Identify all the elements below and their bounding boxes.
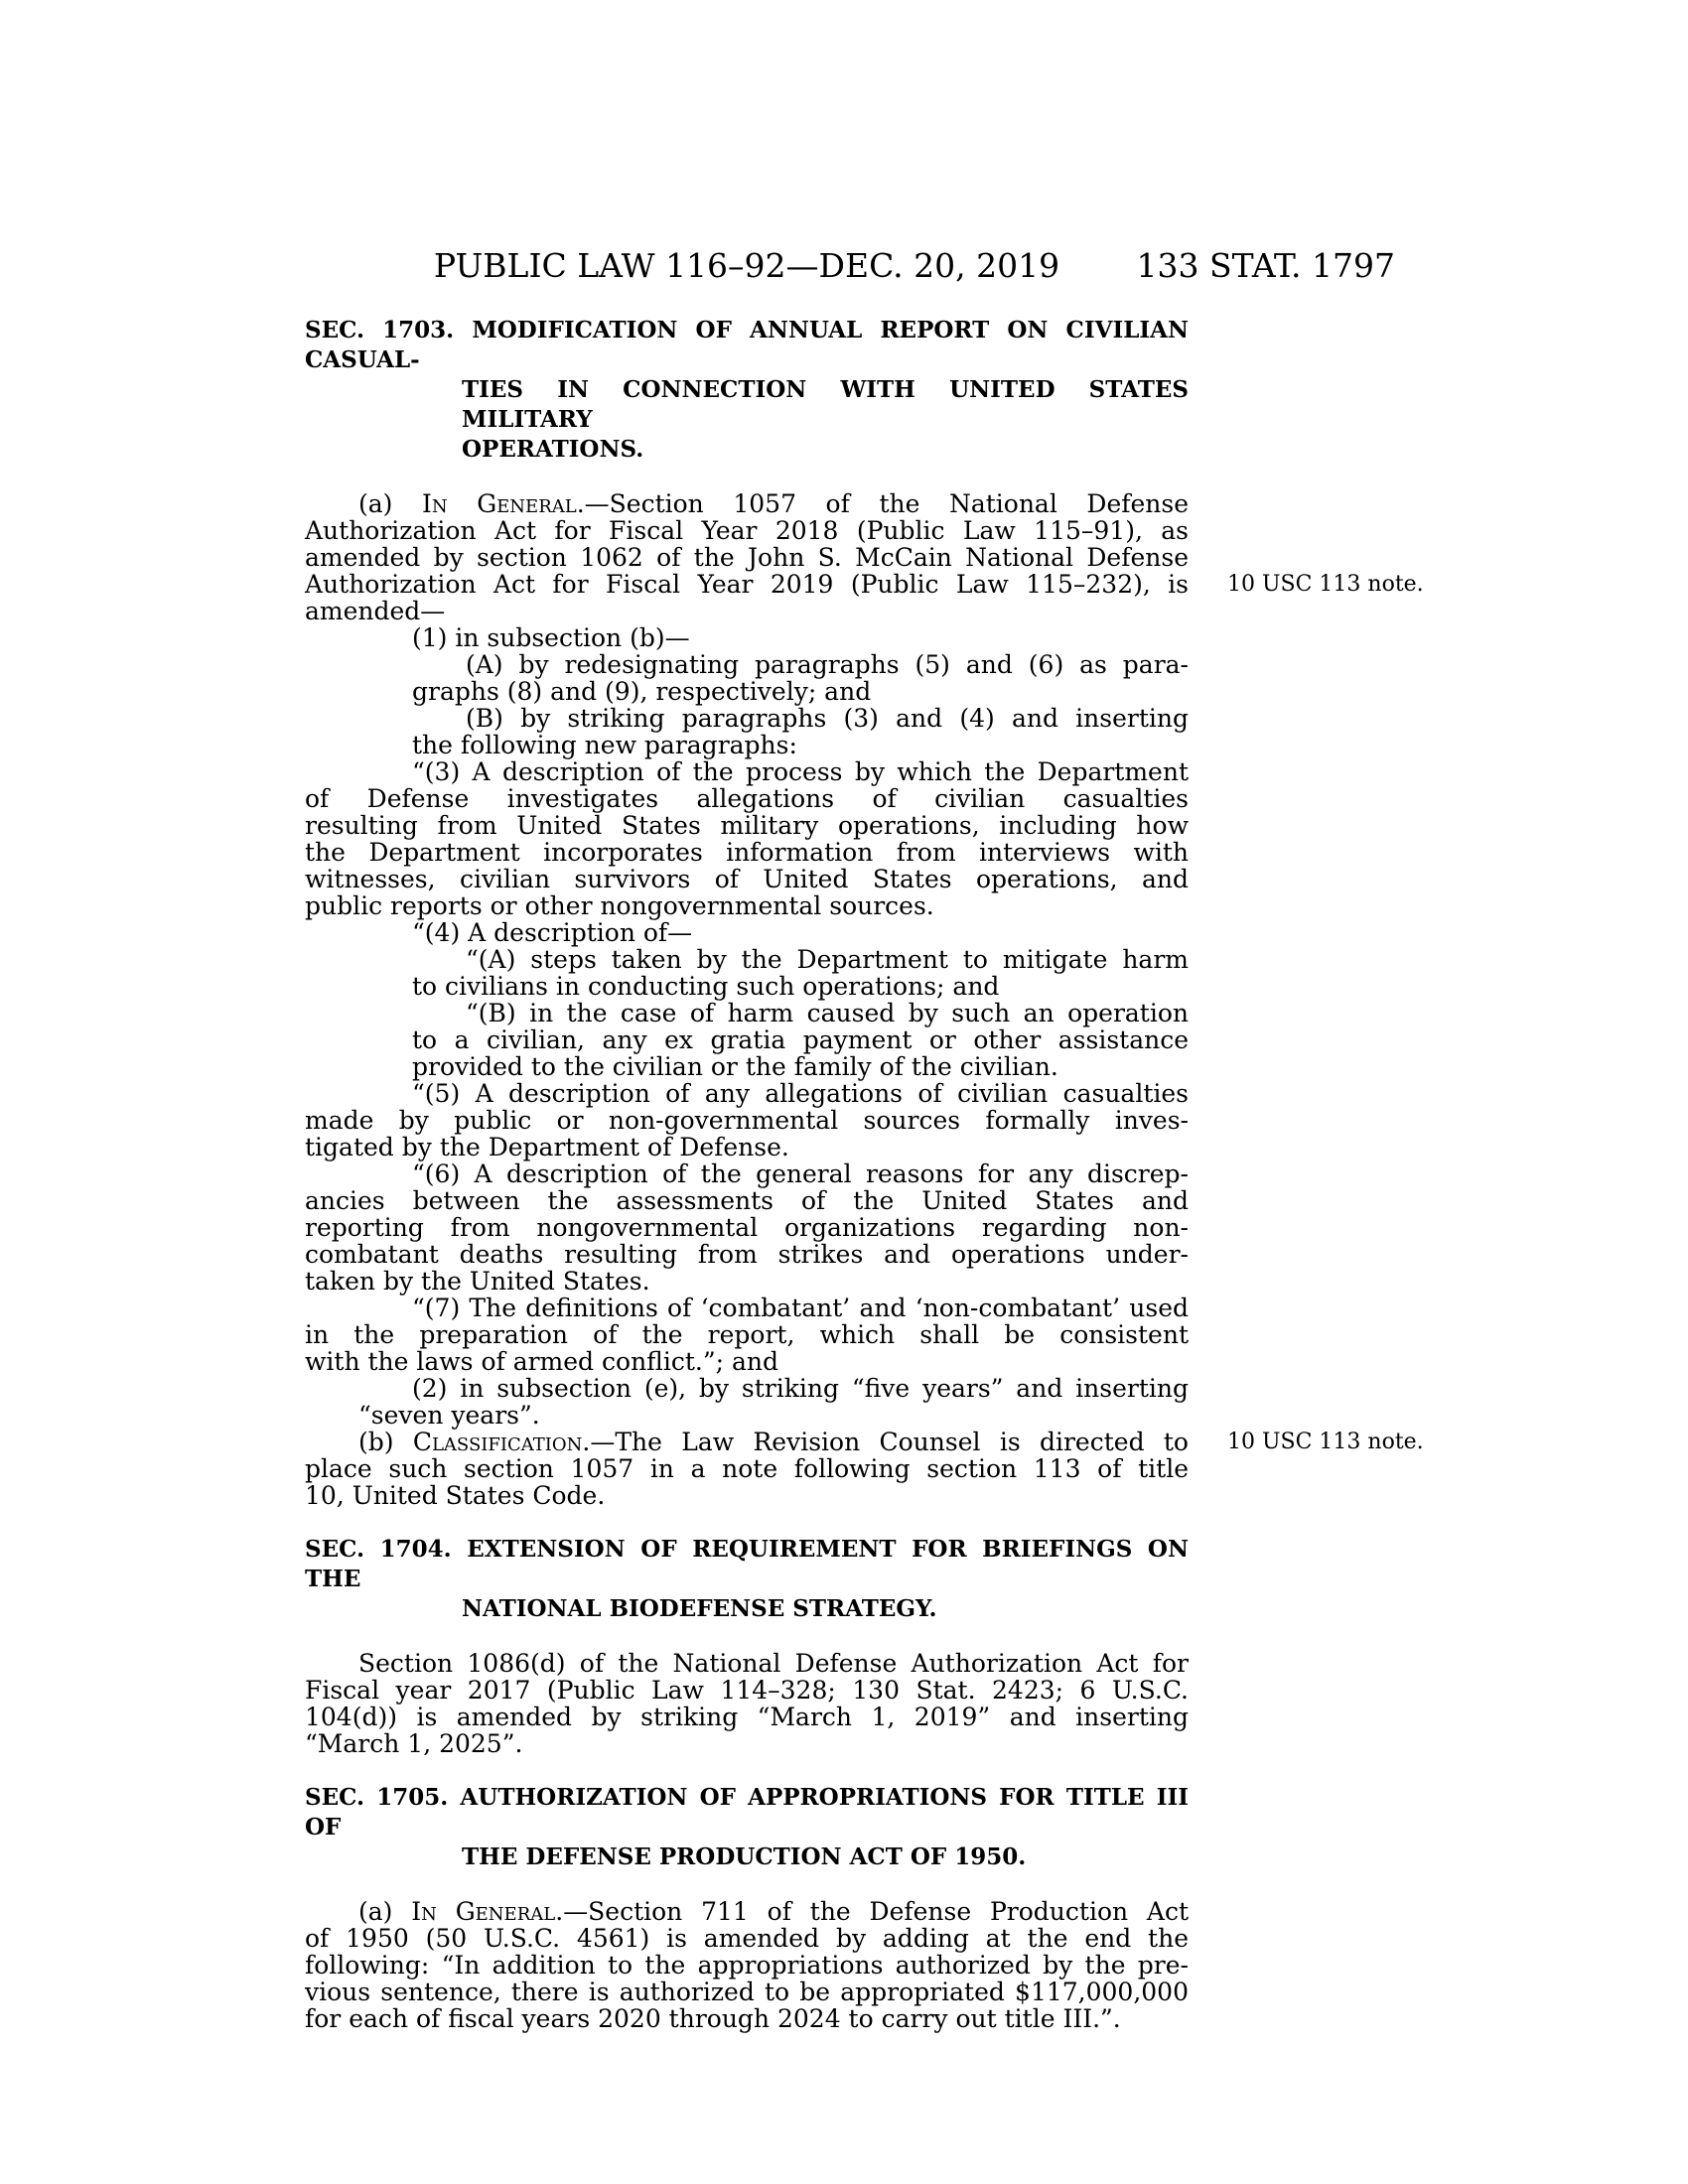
text-line: Fiscal year 2017 (Public Law 114–328; 130 Stat. 2423; 6 U.S.C. bbox=[305, 1676, 1189, 1705]
page-header-stat-number: 133 STAT. 1797 bbox=[1136, 246, 1395, 285]
text-line: Authorization Act for Fiscal Year 2018 (Public Law 115–91), as bbox=[305, 516, 1189, 545]
small-caps-term: In General bbox=[411, 1897, 556, 1926]
section-heading bbox=[305, 316, 1189, 465]
text-line: amended by section 1062 of the John S. McCain National Defense bbox=[305, 543, 1189, 572]
text-line: “seven years”. bbox=[358, 1401, 540, 1430]
text-segment: (b) bbox=[358, 1428, 413, 1456]
text-line: Section 1086(d) of the National Defense Authorization Act for bbox=[358, 1649, 1189, 1678]
paragraph bbox=[305, 1375, 1189, 1429]
text-line bbox=[305, 1428, 1424, 1456]
section-heading bbox=[305, 1535, 1189, 1624]
text-line: Authorization Act for Fiscal Year 2019 (Public Law 115–232), is 10 USC 113 note. bbox=[305, 571, 1189, 598]
text-line: taken by the United States. bbox=[305, 1267, 650, 1296]
text-segment: .—Section 711 of the Defense Production Act bbox=[555, 1897, 1190, 1926]
text-line: “March 1, 2025”. bbox=[305, 1729, 523, 1758]
text-line: “(5) A description of any allegations of civilian casualties bbox=[412, 1079, 1189, 1108]
text-line: (B) by striking paragraphs (3) and (4) and inserting bbox=[466, 704, 1189, 733]
text-line: witnesses, civilian survivors of United States operations, and bbox=[305, 865, 1189, 893]
section-heading-line: THE DEFENSE PRODUCTION ACT OF 1950. bbox=[462, 1843, 1027, 1870]
text-line: resulting from United States military operations, including how bbox=[305, 811, 1189, 840]
text-line: vious sentence, there is authorized to be appropriated $117,000,000 bbox=[305, 1978, 1189, 2006]
page-header-law-title: PUBLIC LAW 116–92—DEC. 20, 2019 bbox=[433, 246, 1060, 285]
section-heading-line: TIES IN CONNECTION WITH UNITED STATES MILITARY bbox=[462, 376, 1189, 433]
page-header bbox=[305, 248, 1395, 288]
text-line: with the laws of armed conflict.”; and bbox=[305, 1347, 778, 1376]
text-line: “(A) steps taken by the Department to mitigate harm bbox=[466, 945, 1189, 974]
text-line: tigated by the Department of Defense. bbox=[305, 1133, 789, 1161]
text-segment: (a) bbox=[358, 489, 422, 518]
text-segment: .—The Law Revision Counsel is directed to bbox=[582, 1428, 1189, 1456]
margin-note: 10 USC 113 note. bbox=[1227, 1430, 1424, 1454]
small-caps-term: In General bbox=[422, 489, 577, 518]
statute-text-column bbox=[305, 316, 1424, 2033]
text-line: (2) in subsection (e), by striking “five years” and inserting bbox=[412, 1374, 1189, 1403]
text-line: “(6) A description of the general reasons for any discrep- bbox=[412, 1160, 1189, 1188]
text-line: ancies between the assessments of the United States and bbox=[305, 1186, 1189, 1215]
paragraph bbox=[305, 624, 1189, 651]
text-line: graphs (8) and (9), respectively; and bbox=[412, 677, 872, 706]
section-heading-line: NATIONAL BIODEFENSE STRATEGY. bbox=[462, 1595, 937, 1622]
text-line: to a civilian, any ex gratia payment or other assistance bbox=[412, 1025, 1189, 1054]
text-line: (A) by redesignating paragraphs (5) and (6) as para- bbox=[466, 650, 1189, 679]
paragraph bbox=[305, 1295, 1189, 1375]
text-segment: .—Section 1057 of the National Defense bbox=[576, 489, 1190, 518]
paragraph bbox=[305, 758, 1189, 919]
section-heading bbox=[305, 1783, 1189, 1872]
text-line: (1) in subsection (b)— bbox=[412, 623, 690, 652]
text-line: the following new paragraphs: bbox=[412, 731, 797, 759]
paragraph bbox=[305, 651, 1189, 705]
text-line: 10, United States Code. bbox=[305, 1481, 606, 1510]
text-line: combatant deaths resulting from strikes and operations under- bbox=[305, 1240, 1189, 1269]
text-line: in the preparation of the report, which shall be consistent bbox=[305, 1320, 1189, 1349]
text-line: “(3) A description of the process by which the Department bbox=[412, 757, 1189, 786]
text-line: to civilians in conducting such operations; and bbox=[412, 972, 1000, 1001]
paragraph bbox=[305, 1428, 1424, 1510]
text-line: public reports or other nongovernmental sources. bbox=[305, 891, 934, 920]
paragraph bbox=[305, 946, 1189, 1000]
text-line bbox=[305, 1898, 1189, 1925]
text-line: the Department incorporates information from interviews with bbox=[305, 838, 1189, 867]
text-segment: (a) bbox=[358, 1897, 412, 1926]
text-line: “(7) The definitions of ‘combatant’ and ‘non-combatant’ used bbox=[412, 1294, 1189, 1322]
paragraph bbox=[305, 489, 1424, 625]
text-line: reporting from nongovernmental organizations regarding non- bbox=[305, 1213, 1189, 1242]
section-heading-line: SEC. 1704. EXTENSION OF REQUIREMENT FOR BRIEFINGS ON THE bbox=[305, 1536, 1189, 1592]
text-line bbox=[305, 490, 1189, 517]
text-line: made by public or non-governmental sources formally inves- bbox=[305, 1106, 1189, 1135]
section-heading-line: SEC. 1705. AUTHORIZATION OF APPROPRIATIONS FOR TITLE III OF bbox=[305, 1784, 1189, 1841]
text-line: “(B) in the case of harm caused by such an operation bbox=[466, 999, 1189, 1027]
text-line: for each of fiscal years 2020 through 2024 to carry out title III.”. bbox=[305, 2004, 1121, 2033]
paragraph bbox=[305, 705, 1189, 758]
section-heading-line: SEC. 1703. MODIFICATION OF ANNUAL REPORT ON CIVILIAN CASUAL- bbox=[305, 317, 1189, 373]
text-line: of 1950 (50 U.S.C. 4561) is amended by adding at the end the bbox=[305, 1924, 1189, 1953]
text-line: amended— bbox=[305, 597, 446, 625]
margin-note: 10 USC 113 note. bbox=[1227, 572, 1424, 597]
small-caps-term: Classification bbox=[412, 1428, 583, 1456]
section-heading-line: OPERATIONS. bbox=[462, 436, 644, 463]
text-line: place such section 1057 in a note following section 113 of title bbox=[305, 1454, 1189, 1483]
paragraph bbox=[305, 1160, 1189, 1295]
paragraph bbox=[305, 1650, 1189, 1757]
text-line: of Defense investigates allegations of civilian casualties bbox=[305, 784, 1189, 813]
paragraph bbox=[305, 919, 1189, 946]
paragraph bbox=[305, 1898, 1189, 2032]
text-line: 104(d)) is amended by striking “March 1, 2019” and inserting bbox=[305, 1703, 1189, 1731]
paragraph bbox=[305, 1000, 1189, 1080]
text-line: following: “In addition to the appropriations authorized by the pre- bbox=[305, 1951, 1189, 1979]
text-line: “(4) A description of— bbox=[412, 918, 693, 947]
paragraph bbox=[305, 1080, 1189, 1160]
text-line: provided to the civilian or the family of the civilian. bbox=[412, 1052, 1058, 1081]
